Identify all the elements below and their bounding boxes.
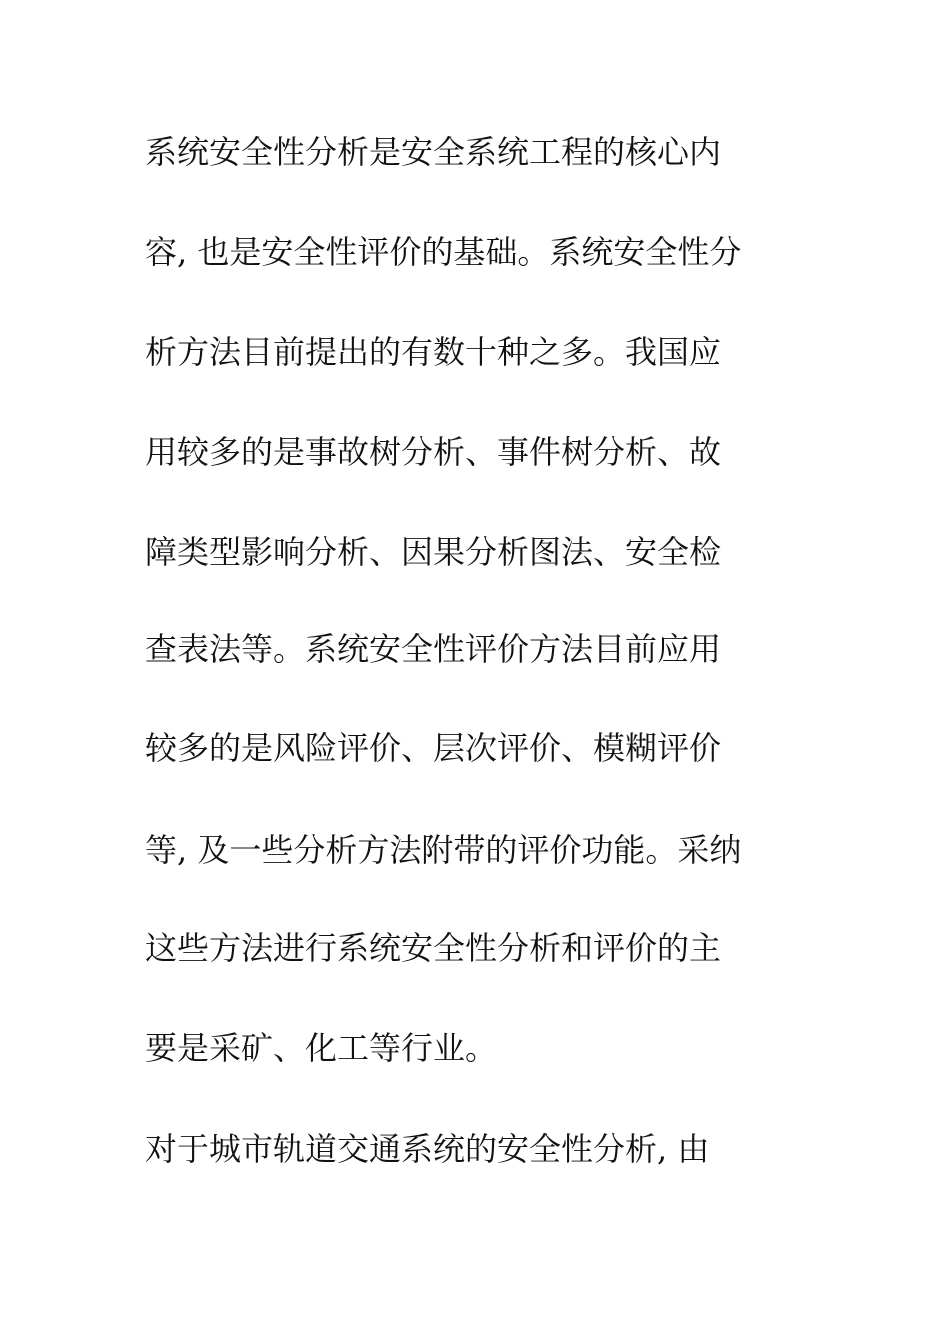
text-line: 查表法等。系统安全性评价方法目前应用 bbox=[145, 630, 722, 668]
text-line: 容, 也是安全性评价的基础。系统安全性分 bbox=[145, 233, 742, 271]
text-line: 要是采矿、化工等行业。 bbox=[145, 1029, 498, 1067]
text-line: 用较多的是事故树分析、事件树分析、故 bbox=[145, 433, 722, 471]
text-line: 等, 及一些分析方法附带的评价功能。采纳 bbox=[145, 831, 742, 869]
text-line: 较多的是风险评价、层次评价、模糊评价 bbox=[145, 729, 722, 767]
text-line: 对于城市轨道交通系统的安全性分析, 由 bbox=[145, 1130, 710, 1168]
text-line: 系统安全性分析是安全系统工程的核心内 bbox=[145, 133, 722, 171]
text-line: 析方法目前提出的有数十种之多。我国应 bbox=[145, 333, 722, 371]
text-line: 障类型影响分析、因果分析图法、安全检 bbox=[145, 533, 722, 571]
text-line: 这些方法进行系统安全性分析和评价的主 bbox=[145, 929, 722, 967]
